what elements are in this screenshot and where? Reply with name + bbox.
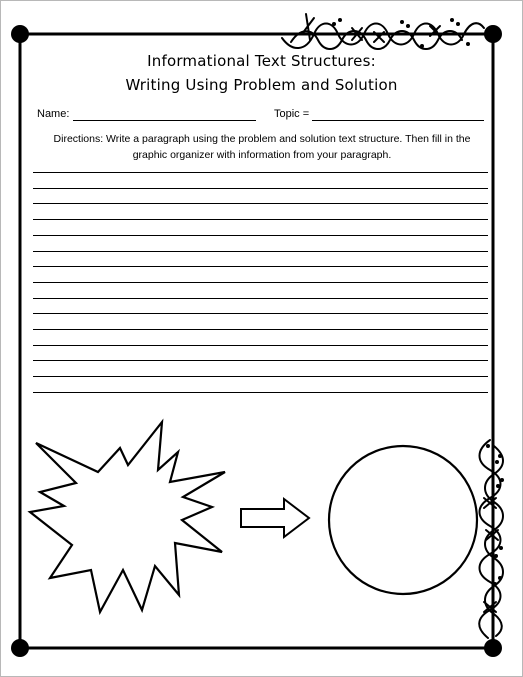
worksheet-title-line-2: Writing Using Problem and Solution xyxy=(125,76,398,94)
worksheet-title-line-1: Informational Text Structures: xyxy=(147,52,376,70)
right-arrow-icon xyxy=(241,499,309,537)
topic-label: Topic = xyxy=(274,108,310,120)
solution-circle[interactable] xyxy=(329,446,477,594)
directions-text: Directions: Write a paragraph using the problem and solution text structure. Then fill in the graphic organizer with information from your paragraph. xyxy=(53,133,471,161)
name-label: Name: xyxy=(37,108,70,120)
problem-starburst[interactable] xyxy=(30,422,225,612)
